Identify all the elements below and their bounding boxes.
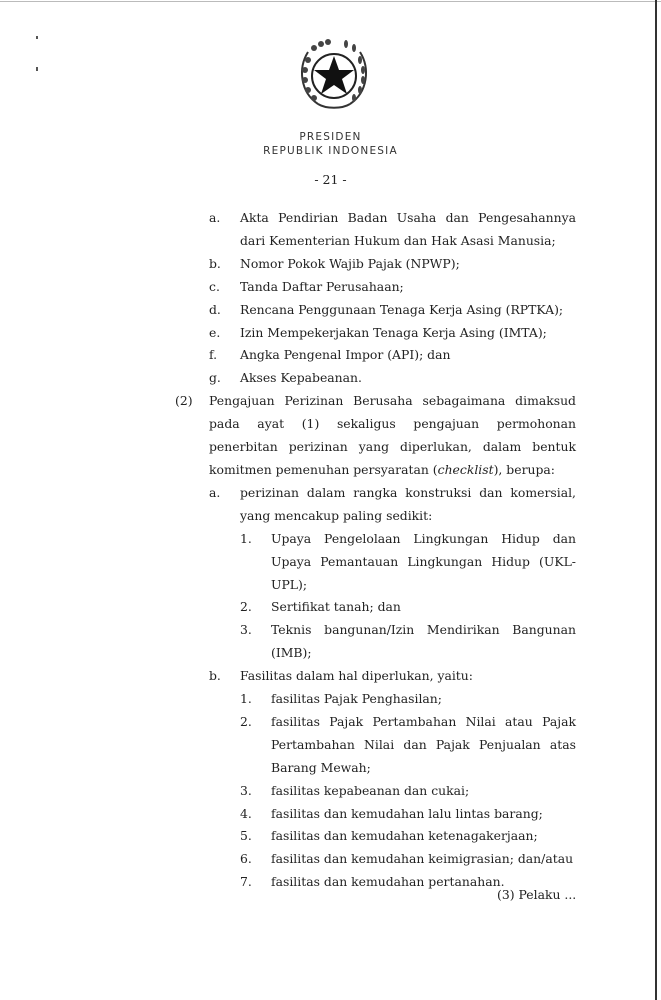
header-title-president: PRESIDEN xyxy=(299,131,362,143)
item-label: e. xyxy=(209,324,221,340)
list-item xyxy=(0,207,661,253)
item-label: b. xyxy=(209,255,221,271)
document-body xyxy=(0,207,661,894)
item-text: Akses Kepabeanan. xyxy=(240,370,362,386)
item-label: 1. xyxy=(240,530,252,546)
item-text: perizinan dalam rangka konstruksi dan komersial, yang mencakup paling sedikit: xyxy=(240,484,576,523)
list-item xyxy=(0,803,661,826)
scan-speck xyxy=(36,36,38,39)
item-text: fasilitas dan kemudahan keimigrasian; dan/atau xyxy=(271,851,574,867)
item-text: Fasilitas dalam hal diperlukan, yaitu: xyxy=(240,668,473,684)
item-text: Upaya Pengelolaan Lingkungan Hidup dan Upaya Pemantauan Lingkungan Hidup (UKL-UPL); xyxy=(271,530,576,592)
list-item xyxy=(0,276,661,299)
item-label: 2. xyxy=(240,599,252,615)
requirements-list xyxy=(0,207,661,390)
item-label: a. xyxy=(209,210,221,225)
italic-term: checklist xyxy=(437,461,494,477)
top-edge-line xyxy=(0,1,661,2)
item-a xyxy=(0,482,661,528)
item-label: f. xyxy=(209,347,218,363)
item-text: Angka Pengenal Impor (API); dan xyxy=(240,347,451,363)
item-text: Teknis bangunan/Izin Mendirikan Bangunan (IMB); xyxy=(271,622,576,661)
item-text: Rencana Penggunaan Tenaga Kerja Asing (RPTKA); xyxy=(240,301,564,317)
item-label: c. xyxy=(209,278,220,294)
garuda-star-emblem-icon xyxy=(296,38,372,112)
list-item xyxy=(0,344,661,367)
item-b xyxy=(0,665,661,688)
item-label: a. xyxy=(209,484,221,500)
item-label: 2. xyxy=(240,713,252,729)
list-item xyxy=(0,825,661,848)
header-title-republic: REPUBLIK INDONESIA xyxy=(263,145,398,157)
item-label: 1. xyxy=(240,691,252,707)
item-label: 3. xyxy=(240,782,252,798)
item-a-subitems xyxy=(0,528,661,665)
list-item xyxy=(0,688,661,711)
page-number: - 21 - xyxy=(314,172,347,187)
paragraph-label: (2) xyxy=(175,393,193,409)
item-b-subitems xyxy=(0,688,661,894)
paragraph-text: Pengajuan Perizinan Berusaha sebagaimana dimaksud pada ayat (1) sekaligus pengajuan permohonan penerbitan perizinan yang diperlukan, dalam bentuk komitmen pemenuhan persyaratan (checklist), berupa: xyxy=(209,393,576,477)
item-label: 6. xyxy=(240,851,252,867)
item-text: Sertifikat tanah; dan xyxy=(271,599,401,615)
list-item xyxy=(0,619,661,665)
item-text: fasilitas Pajak Pertambahan Nilai atau Pajak Pertambahan Nilai dan Pajak Penjualan atas Barang Mewah; xyxy=(271,713,576,775)
item-text: fasilitas Pajak Penghasilan; xyxy=(271,691,442,707)
item-label: g. xyxy=(209,370,221,386)
list-item xyxy=(0,780,661,803)
item-text: fasilitas dan kemudahan pertanahan. xyxy=(271,874,505,890)
item-label: 4. xyxy=(240,805,252,821)
item-text: Tanda Daftar Perusahaan; xyxy=(240,278,404,294)
item-label: 7. xyxy=(240,874,252,890)
list-item xyxy=(0,711,661,780)
item-text: fasilitas dan kemudahan ketenagakerjaan; xyxy=(271,828,538,844)
item-label: 3. xyxy=(240,622,252,638)
list-item xyxy=(0,528,661,597)
list-item xyxy=(0,367,661,390)
list-item xyxy=(0,596,661,619)
continuation-note: (3) Pelaku ... xyxy=(497,887,577,902)
item-text: fasilitas dan kemudahan lalu lintas barang; xyxy=(271,805,543,821)
item-text: fasilitas kepabeanan dan cukai; xyxy=(271,782,470,798)
item-label: b. xyxy=(209,668,221,684)
item-text: Nomor Pokok Wajib Pajak (NPWP); xyxy=(240,255,460,271)
list-item xyxy=(0,253,661,276)
scan-speck xyxy=(36,67,38,71)
item-text: Akta Pendirian Badan Usaha dan Pengesahannya dari Kementerian Hukum dan Hak Asasi Manusia; xyxy=(240,210,576,248)
item-label: d. xyxy=(209,301,221,317)
list-item xyxy=(0,322,661,345)
item-text: Izin Mempekerjakan Tenaga Kerja Asing (IMTA); xyxy=(240,324,547,340)
paragraph-2 xyxy=(0,390,661,482)
list-item xyxy=(0,299,661,322)
item-label: 5. xyxy=(240,828,252,844)
list-item xyxy=(0,848,661,871)
